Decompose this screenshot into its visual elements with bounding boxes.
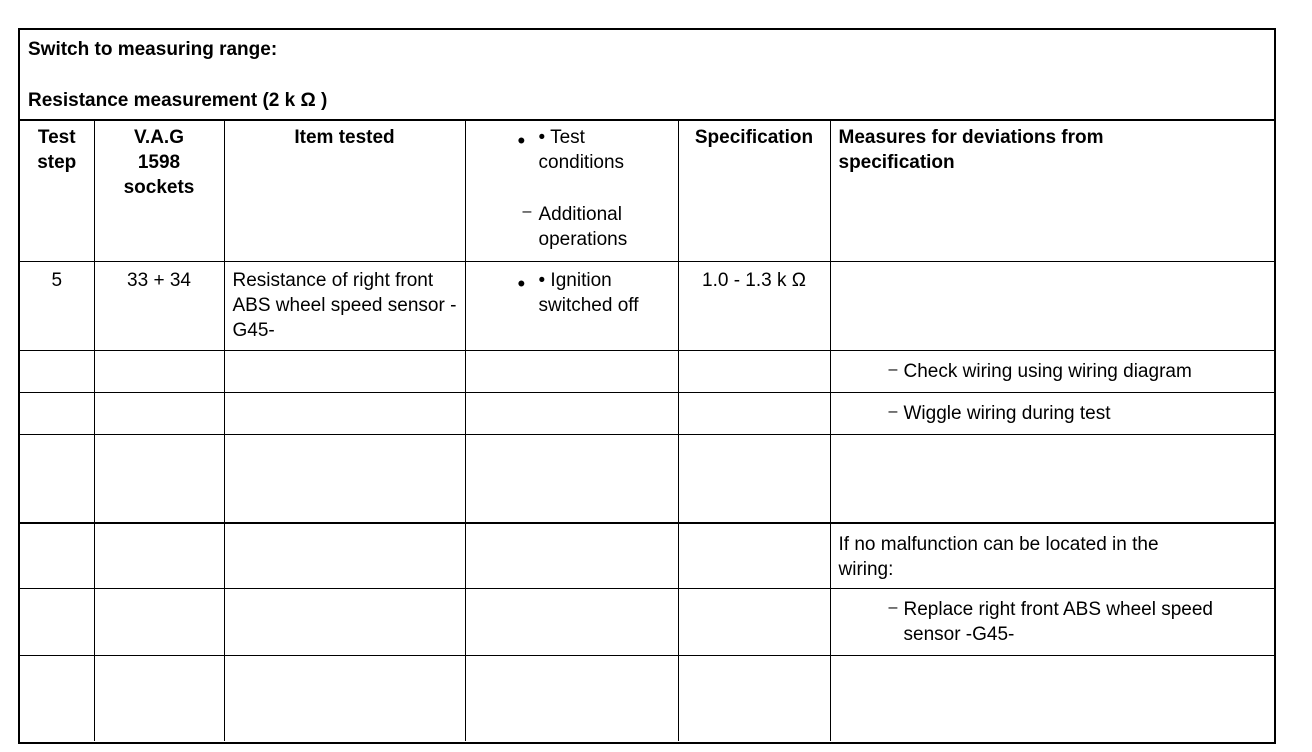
measure-check-wiring: – Check wiring using wiring diagram xyxy=(830,350,1274,392)
item-tested-value: Resistance of right front ABS wheel speed sensor -G45- xyxy=(224,261,465,350)
table-row xyxy=(20,350,1274,392)
test-step-value: 5 xyxy=(20,261,94,350)
bullet-icon: • xyxy=(517,270,526,296)
resistance-range-label: Resistance measurement (2 k Ω ) xyxy=(28,90,328,111)
dash-icon: – xyxy=(888,360,898,378)
table-row xyxy=(20,655,1274,741)
dash-icon: – xyxy=(888,402,898,420)
col-header-conditions xyxy=(465,119,678,261)
col-header-measures: Measures for deviations from specification xyxy=(830,119,1274,261)
table-row xyxy=(20,588,1274,655)
measure-wiggle-wiring: – Wiggle wiring during test xyxy=(830,392,1274,434)
measuring-range-header xyxy=(20,30,1274,121)
bullet-icon: • xyxy=(517,128,526,153)
col-header-additional-operations: Additional operations xyxy=(538,204,628,250)
measure-if-no-malfunction: If no malfunction can be located in the wiring: xyxy=(830,523,1274,588)
measure-replace-sensor: – Replace right front ABS wheel speed sensor -G45- xyxy=(830,588,1274,655)
condition-cell xyxy=(465,261,678,350)
measures-empty xyxy=(830,261,1274,350)
table-row xyxy=(20,392,1274,434)
col-header-vag-sockets: V.A.G 1598 sockets xyxy=(94,119,224,261)
table-row xyxy=(20,261,1274,350)
condition-value: • Ignition switched off xyxy=(538,269,639,316)
table-row xyxy=(20,434,1274,523)
procedure-table-sheet xyxy=(18,28,1276,744)
specification-value: 1.0 - 1.3 k Ω xyxy=(678,261,830,350)
dash-icon: – xyxy=(888,598,898,616)
test-steps-table xyxy=(20,119,1274,741)
sockets-value: 33 + 34 xyxy=(94,261,224,350)
col-header-test-step: Test step xyxy=(20,119,94,261)
col-header-specification: Specification xyxy=(678,119,830,261)
measuring-range-label: Switch to measuring range: xyxy=(28,39,278,60)
table-row xyxy=(20,523,1274,588)
column-header-row xyxy=(20,119,1274,261)
col-header-item-tested: Item tested xyxy=(224,119,465,261)
dash-icon: – xyxy=(522,203,532,220)
col-header-test-conditions: • Test conditions xyxy=(538,127,625,173)
